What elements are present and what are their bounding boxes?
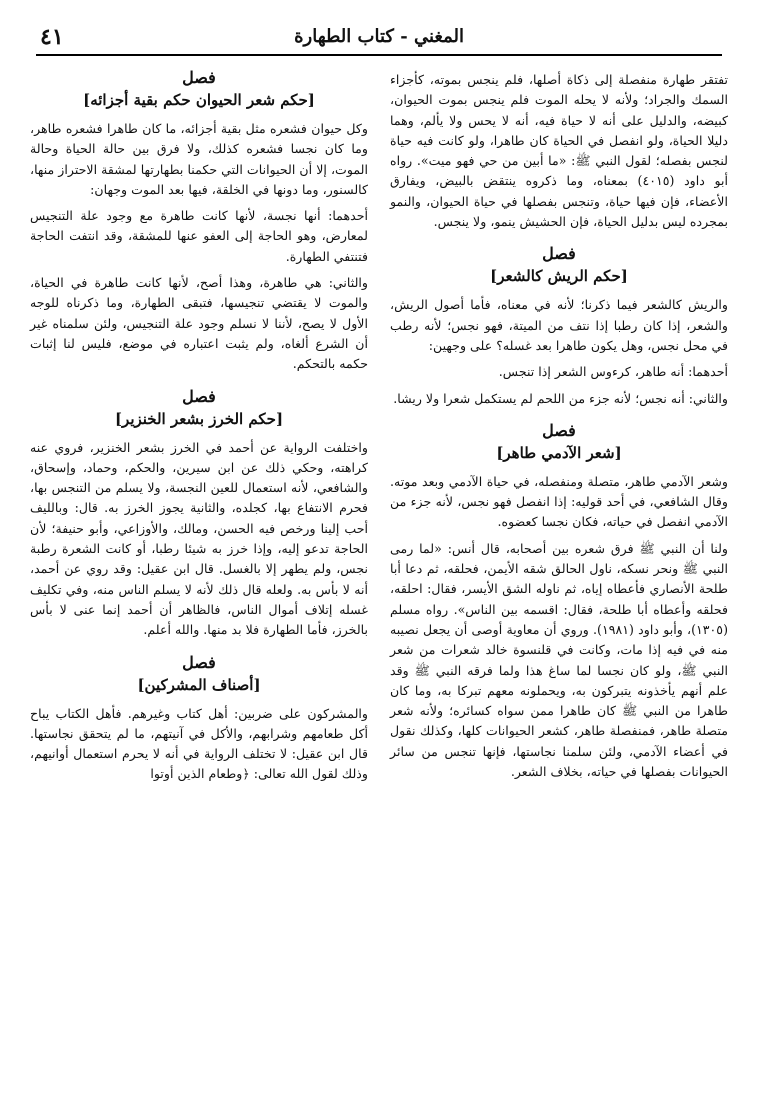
paragraph: تفتقر طهارة منفصلة إلى ذكاة أصلها، فلم ينجس بموته، كأجزاء السمك والجراد؛ ولأنه لا يحله الموت فلم ينجس بموت الحيوان، كبيضه، والدليل على أنه لا حياة فيه، أنه لا يحس ولا يألم، وهما دليلا الحياة، ولو انفصل في الحياة كان طاهرا، ولو كانت فيه حياة لنجس بفصله؛ لقول النبي ﷺ: «ما أبين من حي فهو ميت». رواه أبو داود (٤٠١٥) بمعناه، وما ذكروه ينتقض بالبيض، ويفارق الأعضاء، فإن فيها حياة، وتنجس بفصلها في حياة الحيوان، والنمو بمجرده ليس بدليل الحياة، فإن الحشيش ينمو، ولا ينجس. <box>390 72 728 230</box>
section-heading: فصل <box>182 68 216 87</box>
running-title: المغني - كتاب الطهارة <box>294 26 464 47</box>
paragraph: والريش كالشعر فيما ذكرنا؛ لأنه في معناه، فأما أصول الريش، والشعر، إذا كان رطبا إذا نتف من الميتة، فهو نجس؛ لأنه رطب في محل نجس، وهل يكون طاهرا بعد غسله؟ على وجهين: <box>390 297 728 353</box>
paragraph: وشعر الآدمي طاهر، متصلة ومنفصله، في حياة الآدمي وبعد موته. وقال الشافعي، في أحد قوليه: إذا انفصل فهو نجس، لأنه جزء من الآدمي انفصل في حياته، فكان نجسا كعضوه. <box>390 473 728 530</box>
paragraph: واختلفت الرواية عن أحمد في الخرز بشعر الخنزير، فروي عنه كراهته، وحكي ذلك عن ابن سيرين، والحكم، وحماد، وإسحاق، والشافعي، لأنه استعمال للعين النجسة، ولا يسلم من التنجس بها، فحرم الانتفاع بها، كجلده، والثانية يجوز الخرز به. قال: وبالليف أحب إلينا ورخص فيه الحسن، ومالك، والأوزاعي، وأبو حنيفة؛ لأن الحاجة تدعو إليه، وإذا خرز به شيئا رطبا، أو كانت الشعرة رطبة نجس، ولم يطهر إلا بالغسل. قال ابن عقيل: وقد روي عن أحمد، أنه لا بأس به. ولعله قال ذلك لأنه لا يسلم الناس منه، وفي تكليف غسله إتلاف أموال الناس، فالظاهر أن أحمد إنما عنى لا بأس بالخرز، فأما الطهارة فلا بد منها. والله أعلم. <box>30 439 368 638</box>
page-header <box>36 22 722 56</box>
paragraph: والمشركون على ضربين: أهل كتاب وغيرهم. فأهل الكتاب يباح أكل طعامهم وشرابهم، والأكل في آنيتهم، ما لم يتحقق نجاستها. قال ابن عقيل: لا تختلف الرواية في أنه لا يحرم استعمال أوانيهم، وذلك لقول الله تعالى: ﴿وطعام الذين أوتوا <box>30 705 368 782</box>
section-heading: فصل <box>542 420 576 440</box>
section-title: [حكم الريش كالشعر] <box>490 267 628 286</box>
paragraph: ولنا أن النبي ﷺ فرق شعره بين أصحابه، قال أنس: «لما رمى النبي ﷺ ونحر نسكه، ناول الحالق شقه الأيمن، فحلقه، ثم دعا أبا طلحة الأنصاري فأعطاه إياه، ثم ناوله الشق الأيسر، فقال: احلقه، فحلقه وأعطاه أبا طلحة، فقال: اقسمه بين الناس». رواه مسلم (١٣٠٥)، وأبو داود (١٩٨١). وروي أن معاوية أوصى أن يجعل نصيبه منه في فيه إذا مات، وكانت في قلنسوة خالد شعرات من شعر النبي ﷺ، ولو كان نجسا لما ساغ هذا ولما فرقه النبي ﷺ وقد علم أنهم يأخذونه يتبركون به، ويحملونه معهم تبركا به، وما كان طاهرا من النبي ﷺ كان طاهرا ممن سواه كسائره؛ ولأنه شعر متصلة طاهر، فمنفصلة طاهر، كشعر الحيوانات كلها، وكذلك نقول في أعضاء الآدمي، ولئن سلمنا نجاستها، فإنها تنجس من سائر الحيوانات بفصلها في حياته، بخلاف الشعر. <box>390 540 728 780</box>
paragraph: أحدهما: أنه طاهر، كرءوس الشعر إذا تنجس. <box>498 364 728 380</box>
page-number: ٤١ <box>40 24 64 50</box>
section-title: [حكم الخرز بشعر الخنزير] <box>114 409 284 428</box>
paragraph: والثاني: هي طاهرة، وهذا أصح، لأنها كانت طاهرة في الحياة، والموت لا يقتضي تنجيسها، فتبقى الطهارة، وما ذكرناه للوجه الأول لا يصح، لأننا لا نسلم وجود علة التنجيس، ولئن سلمناه غير أن الشرع ألغاه، ولم يثبت اعتباره في موضع، فليس لنا إثبات حكمه بالتحكم. <box>30 275 368 372</box>
paragraph: وكل حيوان فشعره مثل بقية أجزائه، ما كان طاهرا فشعره طاهر، وما كان نجسا فشعره كذلك، ولا فرق بين حالة الحياة وحالة الموت، إلا أن الحيوانات التي حكمنا بطهارتها لمشقة الاحتراز منها، كالسنور، وما دونها في الخلقة، فيها بعد الموت وجهان: <box>30 121 368 197</box>
section-heading: فصل <box>182 652 216 672</box>
section-title: [حكم شعر الحيوان حكم بقية أجزائه] <box>83 91 315 109</box>
paragraph: والثاني: أنه نجس؛ لأنه جزء من اللحم لم يستكمل شعرا ولا ريشا. <box>393 390 728 406</box>
right-column <box>390 66 728 788</box>
header-rule <box>36 54 722 56</box>
section-heading: فصل <box>182 386 216 406</box>
left-column <box>30 66 368 791</box>
section-title: [أصناف المشركين] <box>137 675 261 694</box>
paragraph: أحدهما: أنها نجسة، لأنها كانت طاهرة مع وجود علة التنجيس لمعارض، وهو الحاجة إلى العفو عنها للمشقة، وقد انتفت الحاجة فتنتفي الطهارة. <box>30 208 368 264</box>
section-heading: فصل <box>542 244 576 264</box>
section-title: [شعر الآدمي طاهر] <box>496 443 622 462</box>
